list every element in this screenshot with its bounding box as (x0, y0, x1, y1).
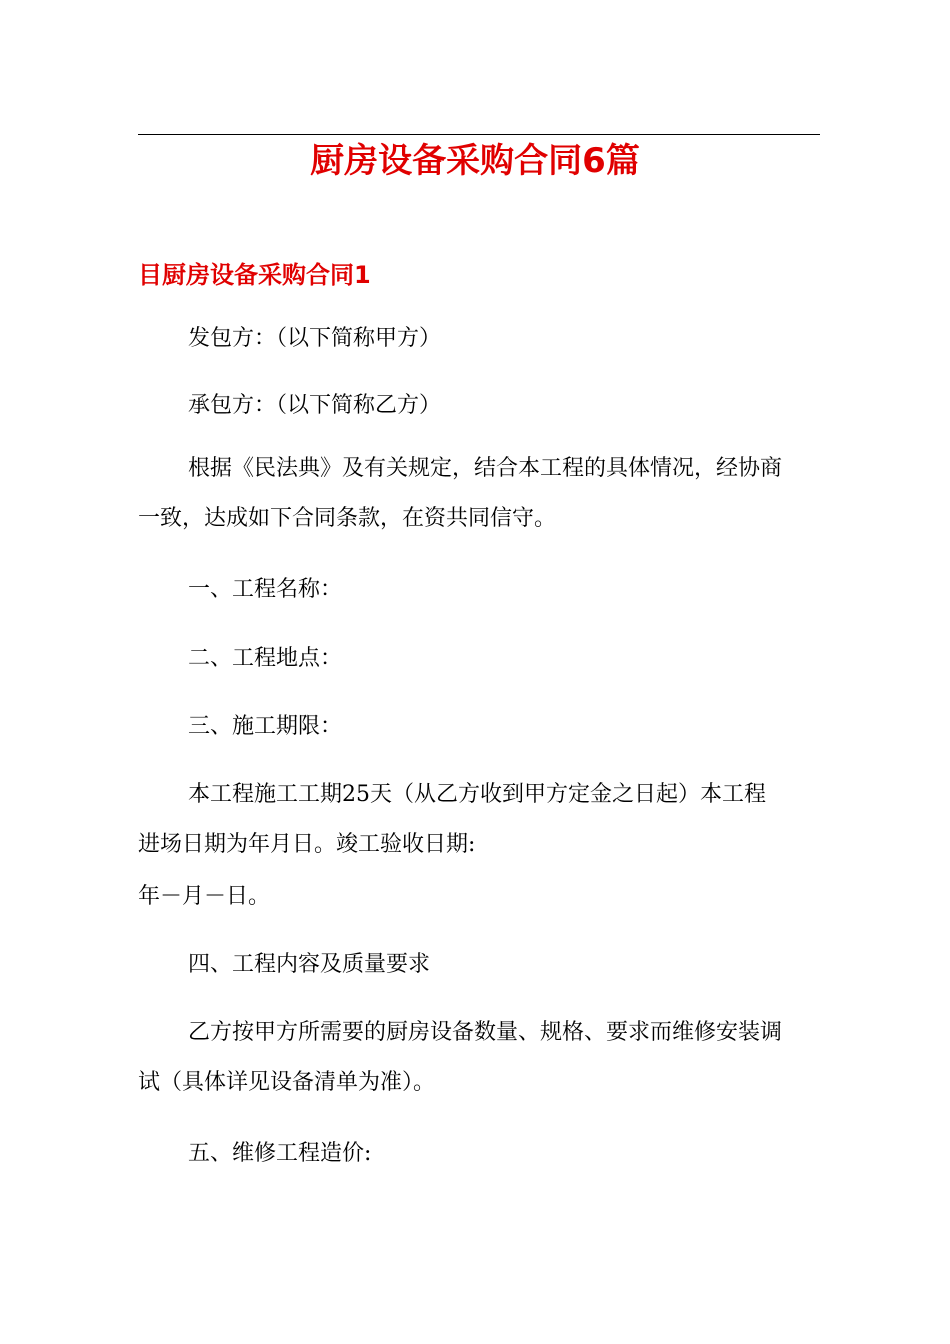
text-line: 本工程施工工期25天（从乙方收到甲方定金之日起）本工程 (188, 782, 766, 807)
paragraph-party-a (138, 314, 820, 364)
paragraph-completion-date (138, 872, 820, 922)
paragraph-schedule (138, 770, 820, 870)
text-line: 乙方按甲方所需要的厨房设备数量、规格、要求而维修安装调 (188, 1020, 783, 1045)
clause-project-name (138, 565, 820, 615)
paragraph-installation (138, 1008, 820, 1108)
text-line: 根据《民法典》及有关规定，结合本工程的具体情况，经协商 (188, 456, 783, 481)
section-heading: 目厨房设备采购合同1 (138, 261, 371, 289)
header-rule (138, 134, 820, 135)
paragraph-basis (138, 444, 820, 544)
text-line: 四、工程内容及质量要求 (188, 952, 431, 977)
text-line: 一致，达成如下合同条款，在资共同信守。 (138, 506, 557, 531)
text-line: 一、工程名称： (188, 577, 343, 602)
text-line: 承包方：（以下简称乙方） (188, 393, 442, 418)
text-line: 试（具体详见设备清单为准）。 (138, 1070, 436, 1095)
text-line: 进场日期为年月日。竣工验收日期: (138, 832, 476, 857)
clause-content-quality (138, 940, 820, 990)
paragraph-party-b (138, 381, 820, 431)
text-line: 三、施工期限： (188, 714, 343, 739)
clause-project-cost (138, 1129, 820, 1179)
clause-project-location (138, 634, 820, 684)
text-line: 五、维修工程造价: (188, 1141, 372, 1166)
clause-construction-period (138, 702, 820, 752)
text-line: 年－月－日。 (138, 884, 271, 909)
document-title: 厨房设备采购合同6篇 (310, 141, 640, 181)
text-line: 二、工程地点： (188, 646, 343, 671)
text-line: 发包方：（以下简称甲方） (188, 326, 442, 351)
